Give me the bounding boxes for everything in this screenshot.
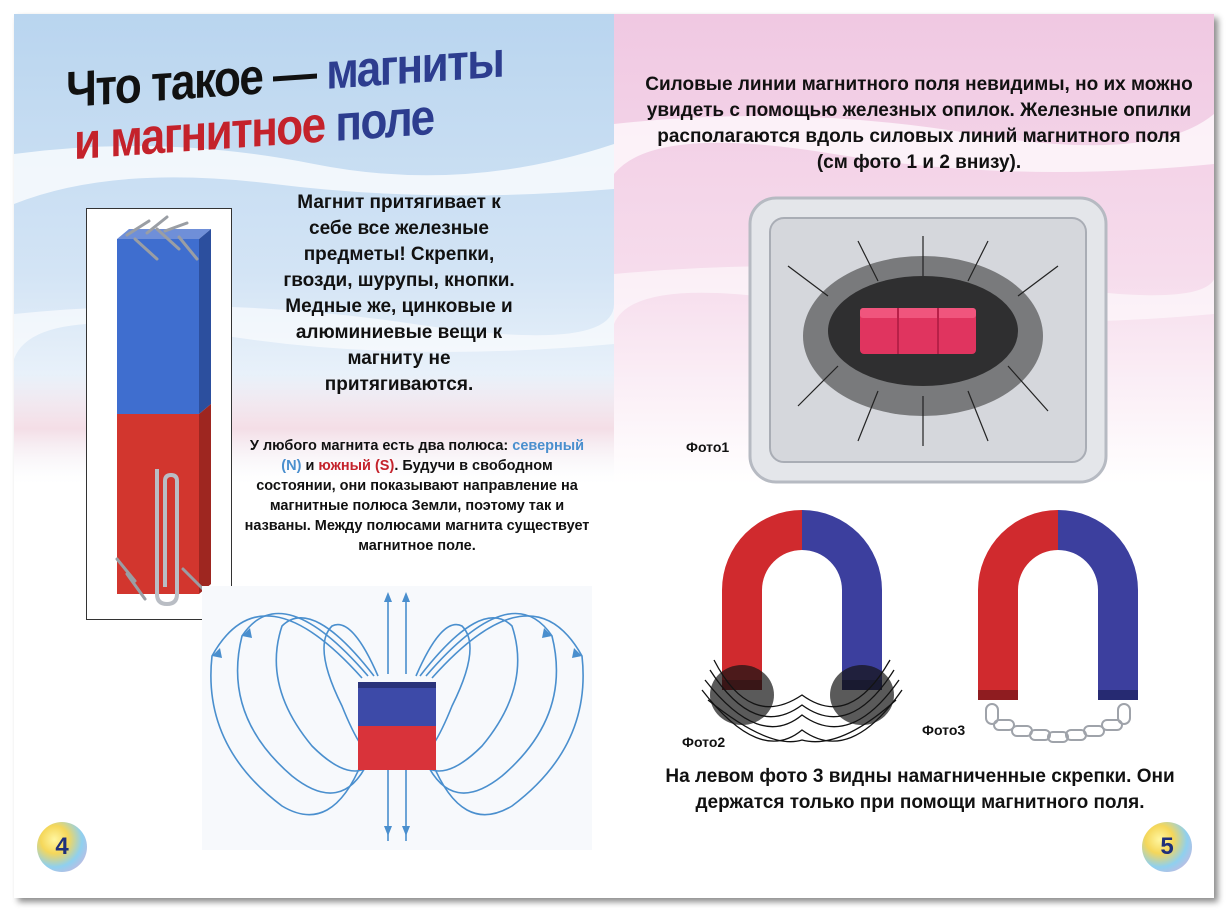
poles-and: и	[301, 458, 319, 474]
bottom-text: На левом фото 3 видны намагниченные скрепки. Они держатся только при помощи магнитного поля.	[665, 766, 1175, 813]
intro-text: Силовые линии магнитного поля невидимы, но их можно увидеть с помощью железных опилок. Железные опилки располагаются вдоль силовых линий магнитного поля (см фото 1 и 2 внизу).	[645, 74, 1193, 173]
horseshoe-magnet-with-clips	[966, 490, 1150, 756]
attract-text: Магнит притягивает к себе все железные предметы! Скрепки, гвозди, шурупы, кнопки. Медные же, цинковые и алюминиевые вещи к магниту не притягиваются.	[283, 192, 515, 395]
bar-magnet-photo	[86, 208, 232, 620]
page-number-right: 5	[1142, 822, 1192, 872]
iron-filings-photo	[748, 196, 1108, 484]
poles-text	[242, 436, 592, 556]
book-spread	[14, 14, 1214, 898]
magnetic-field-diagram	[202, 586, 592, 850]
title-prefix-2: и магнитное	[74, 95, 336, 171]
poles-text-start: У любого магнита есть два полюса:	[249, 438, 513, 454]
horseshoe-magnet-with-filings	[700, 490, 904, 756]
left-page	[14, 14, 614, 898]
poles-text-end: . Будучи в свободном состоянии, они показывают направление на магнитные полюса Земли, поэтому так и названы. Между полюсами магнита существует магнитное поле.	[244, 458, 590, 554]
title-highlight-field: поле	[335, 89, 434, 153]
title-highlight-magnets: магниты	[326, 31, 504, 101]
north-pole-label: северный (N)	[281, 438, 585, 474]
title-prefix-1: Что такое —	[66, 44, 327, 119]
right-page	[614, 14, 1214, 898]
photo2-caption: Фото2	[682, 734, 726, 750]
page-number-left: 4	[37, 822, 87, 872]
photo3-caption: Фото3	[922, 722, 966, 738]
photo1-caption: Фото1	[686, 439, 730, 455]
south-pole-label: южный (S)	[318, 458, 395, 474]
